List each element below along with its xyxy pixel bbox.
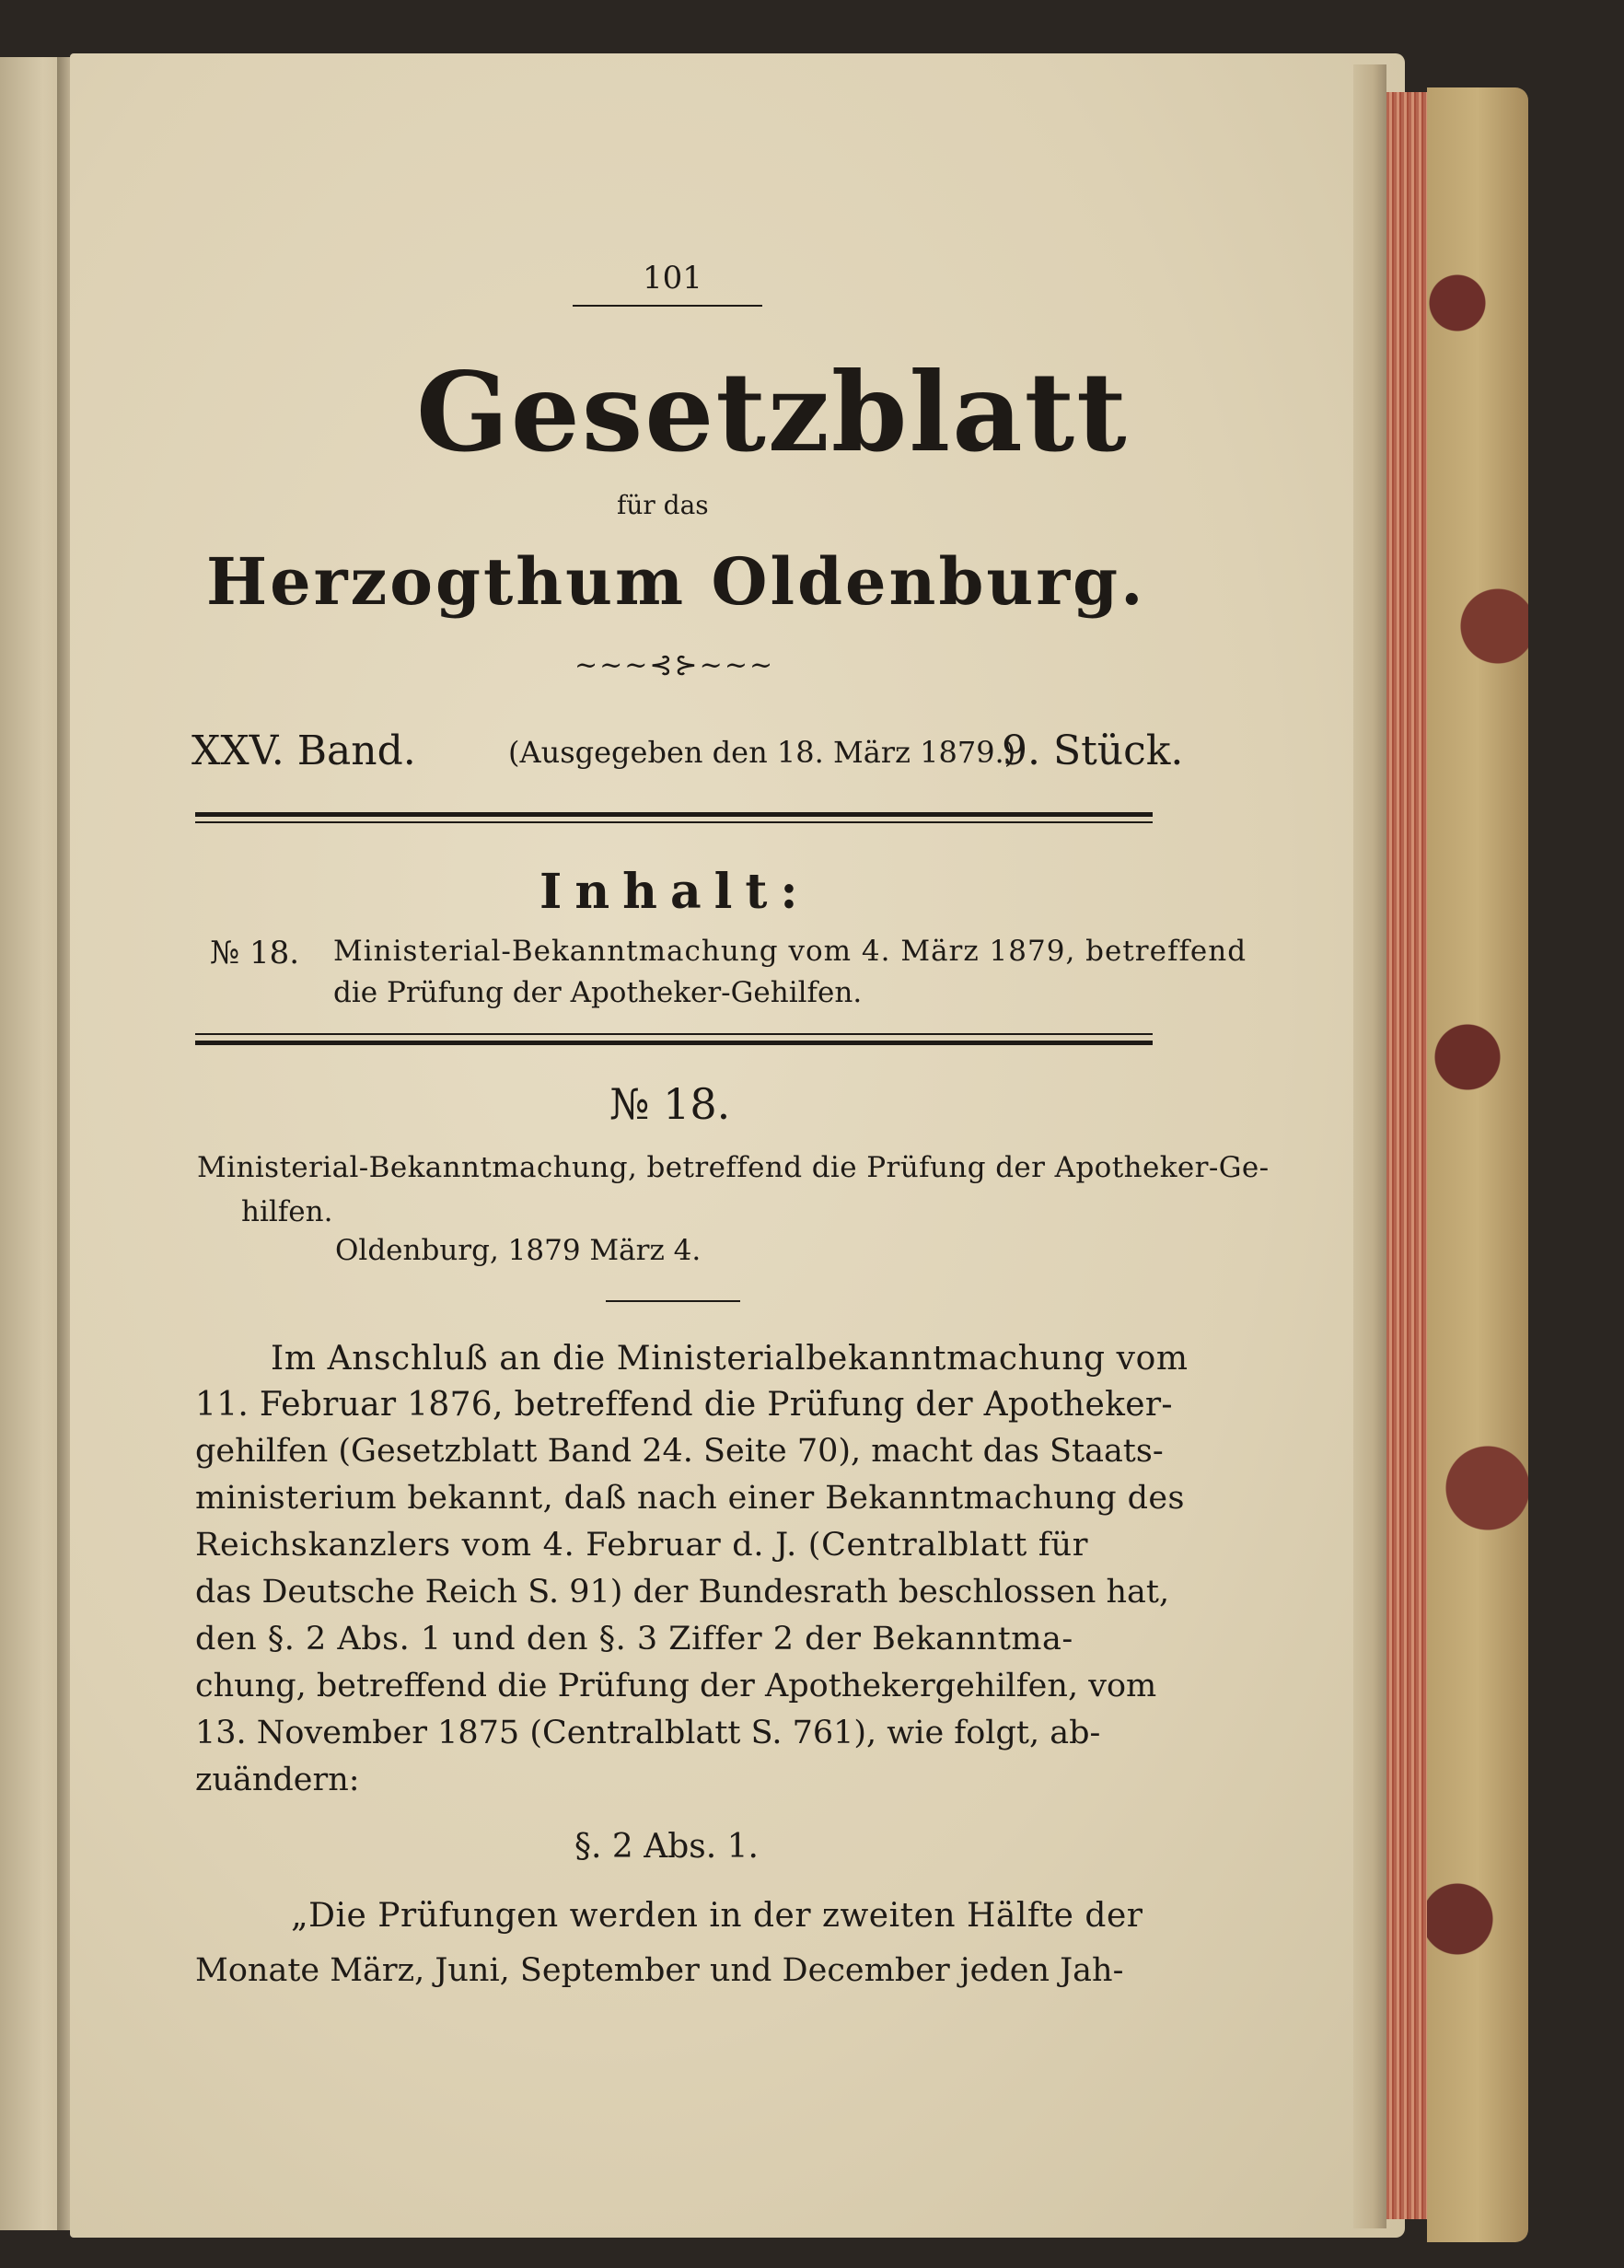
- quote-line-1: „Die Prüfungen werden in der zweiten Hälfte der: [291, 1897, 1143, 1935]
- contents-entry-number: № 18.: [210, 935, 300, 971]
- contents-rule-thick: [195, 1041, 1153, 1045]
- header-rule-thick: [195, 812, 1153, 817]
- notice-title-line1: Ministerial-Bekanntmachung, betreffend die Prüfung der Apotheker-Ge-: [197, 1151, 1270, 1184]
- body-line-3: gehilfen (Gesetzblatt Band 24. Seite 70), macht das Staats-: [195, 1433, 1164, 1470]
- body-line-10: zuändern:: [195, 1762, 360, 1798]
- notice-number: № 18.: [609, 1079, 731, 1129]
- notice-divider: [606, 1300, 740, 1302]
- subtitle-large: Herzogthum Oldenburg.: [206, 543, 1146, 620]
- contents-entry-line1: Ministerial-Bekanntmachung vom 4. März 1879, betreffend: [333, 935, 1247, 968]
- body-line-4: ministerium bekannt, daß nach einer Bekanntmachung des: [195, 1480, 1185, 1517]
- body-line-1: Im Anschluß an die Ministerialbekanntmachung vom: [271, 1340, 1189, 1378]
- piece-label: 9. Stück.: [1002, 727, 1184, 774]
- gazette-title: Gesetzblatt: [416, 348, 1129, 476]
- body-line-6: das Deutsche Reich S. 91) der Bundesrath beschlossen hat,: [195, 1574, 1170, 1611]
- contents-entry-line2: die Prüfung der Apotheker-Gehilfen.: [333, 976, 863, 1009]
- body-line-7: den §. 2 Abs. 1 und den §. 3 Ziffer 2 der Bekanntma-: [195, 1621, 1073, 1657]
- header-rule-thin: [195, 821, 1153, 823]
- page-number: 101: [643, 260, 702, 297]
- body-line-9: 13. November 1875 (Centralblatt S. 761), wie folgt, ab-: [195, 1715, 1101, 1751]
- contents-rule-thin: [195, 1033, 1153, 1035]
- subtitle-small: für das: [617, 490, 709, 520]
- body-line-8: chung, betreffend die Prüfung der Apothekergehilfen, vom: [195, 1668, 1157, 1704]
- section-heading: §. 2 Abs. 1.: [574, 1828, 759, 1866]
- title-ornament: ~~~⊰⊱~~~: [574, 649, 775, 681]
- notice-place-date: Oldenburg, 1879 März 4.: [335, 1234, 702, 1267]
- volume-label: XXV. Band.: [191, 727, 416, 774]
- page-number-rule: [573, 305, 762, 307]
- body-line-2: 11. Februar 1876, betreffend die Prüfung der Apotheker-: [195, 1386, 1173, 1424]
- issue-date: (Ausgegeben den 18. März 1879.): [508, 735, 1016, 770]
- quote-line-2: Monate März, Juni, September und December jeden Jah-: [195, 1952, 1124, 1989]
- notice-title-line2: hilfen.: [241, 1195, 333, 1228]
- body-line-5: Reichskanzlers vom 4. Februar d. J. (Centralblatt für: [195, 1527, 1089, 1564]
- contents-heading: Inhalt:: [539, 864, 811, 920]
